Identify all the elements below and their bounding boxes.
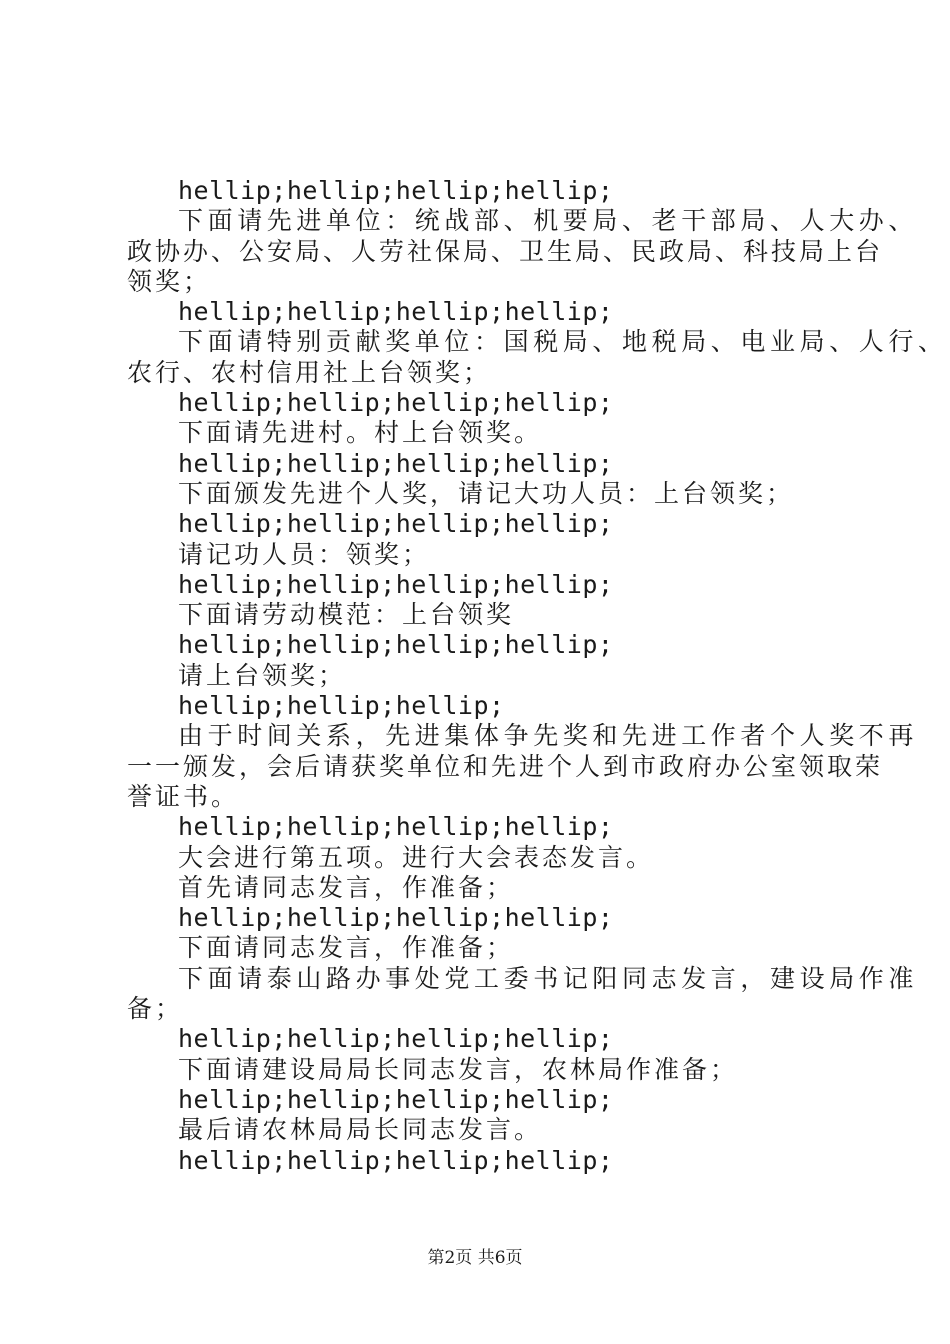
text-line: 备；	[127, 994, 184, 1024]
text-line: 下面请先进村。村上台领奖。	[178, 418, 543, 448]
text-line: hellip;hellip;hellip;	[178, 691, 505, 721]
text-line: 一一颁发，会后请获奖单位和先进个人到市政府办公室领取荣	[127, 751, 884, 781]
text-line: 下面颁发先进个人奖，请记大功人员：上台领奖；	[178, 478, 795, 508]
text-line: 政协办、公安局、人劳社保局、卫生局、民政局、科技局上台	[127, 236, 884, 266]
text-line: hellip;hellip;hellip;hellip;	[178, 1084, 614, 1114]
text-line: 请上台领奖；	[178, 660, 347, 690]
text-line: hellip;hellip;hellip;hellip;	[178, 812, 614, 842]
text-line: hellip;hellip;hellip;hellip;	[178, 509, 614, 539]
text-line: 农行、农村信用社上台领奖；	[127, 357, 492, 387]
text-line: 下面请特别贡献奖单位：国税局、地税局、电业局、人行、	[178, 327, 948, 357]
text-line: 下面请先进单位：统战部、机要局、老干部局、人大办、	[178, 206, 919, 236]
text-line: 下面请泰山路办事处党工委书记阳同志发言，建设局作准	[178, 963, 919, 993]
text-line: 由于时间关系，先进集体争先奖和先进工作者个人奖不再	[178, 721, 919, 751]
text-line: hellip;hellip;hellip;hellip;	[178, 1145, 614, 1175]
text-line: 大会进行第五项。进行大会表态发言。	[178, 842, 655, 872]
text-line: 首先请同志发言，作准备；	[178, 872, 515, 902]
text-line: hellip;hellip;hellip;hellip;	[178, 176, 614, 205]
text-line: 请记功人员：领奖；	[178, 539, 431, 569]
text-line: hellip;hellip;hellip;hellip;	[178, 1024, 614, 1054]
text-line: 誉证书。	[127, 781, 240, 811]
text-line: 下面请劳动模范：上台领奖	[178, 600, 515, 630]
text-line: hellip;hellip;hellip;hellip;	[178, 297, 614, 327]
text-line: 下面请同志发言，作准备；	[178, 933, 515, 963]
page-number-footer: 第2页 共6页	[427, 1248, 523, 1268]
text-line: 最后请农林局局长同志发言。	[178, 1115, 543, 1145]
text-line: hellip;hellip;hellip;hellip;	[178, 388, 614, 418]
text-line: 领奖；	[127, 266, 212, 296]
text-line: hellip;hellip;hellip;hellip;	[178, 569, 614, 599]
document-body	[0, 176, 950, 1176]
text-line: hellip;hellip;hellip;hellip;	[178, 448, 614, 478]
text-line: 下面请建设局局长同志发言，农林局作准备；	[178, 1054, 739, 1084]
text-line: hellip;hellip;hellip;hellip;	[178, 903, 614, 933]
text-line: hellip;hellip;hellip;hellip;	[178, 630, 614, 660]
